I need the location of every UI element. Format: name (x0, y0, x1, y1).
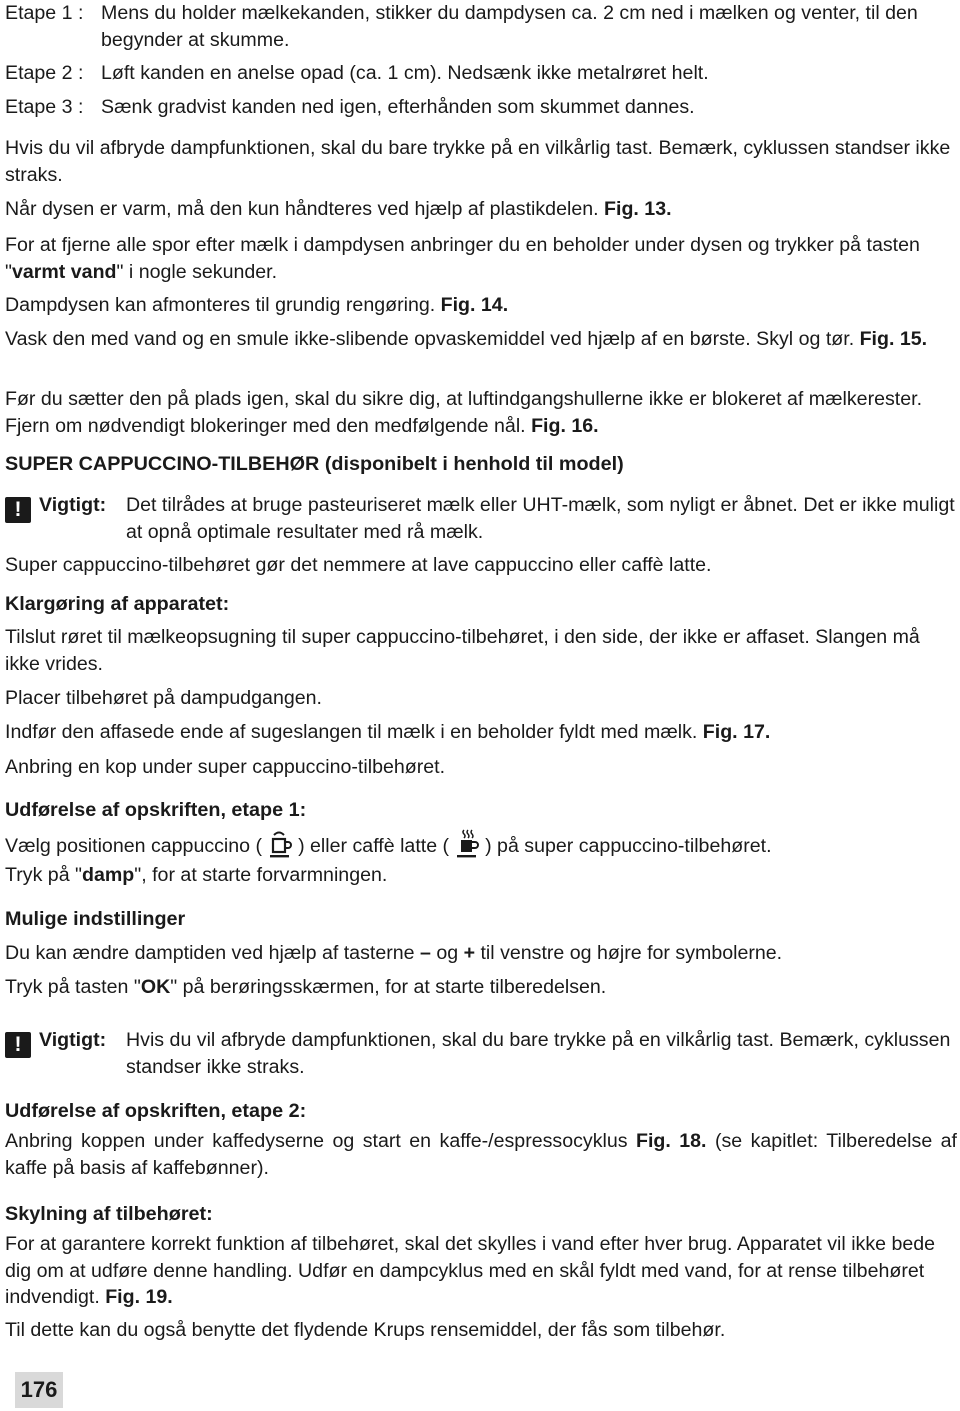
paragraph-text: Når dysen er varm, må den kun håndteres ved hjælp af plastikdelen. (5, 198, 605, 220)
exclamation-icon: ! (5, 1032, 31, 1058)
etape-3 (5, 94, 957, 121)
etape-2 (5, 60, 957, 87)
etape-text: Mens du holder mælkekanden, stikker du dampdysen ca. 2 cm ned i mælken og venter, til den begynder at skumme. (101, 2, 918, 51)
minus-key: – (419, 942, 431, 964)
paragraph-aendre (5, 940, 957, 967)
heading-super-cappuccino: SUPER CAPPUCCINO-TILBEHØR (disponibelt i henhold til model) (5, 453, 624, 475)
paragraph-placer: Placer tilbehøret på dampudgangen. (5, 687, 322, 709)
paragraph-anbring: Anbring en kop under super cappuccino-tilbehøret. (5, 756, 446, 778)
figure-ref: Fig. 16. (531, 414, 599, 437)
heading-skylning: Skylning af tilbehøret: (5, 1203, 213, 1225)
paragraph-text: ) eller caffè latte ( (298, 835, 450, 857)
paragraph-garantere (5, 1231, 957, 1311)
figure-ref: Fig. 18. (636, 1130, 707, 1152)
paragraph-text: Vælg positionen cappuccino ( (5, 835, 263, 857)
paragraph-text: og (430, 942, 464, 964)
paragraph-text: Tryk på " (5, 864, 82, 886)
page-number: 176 (15, 1372, 63, 1408)
paragraph-foer (5, 386, 957, 439)
heading-etape-1: Udførelse af opskriften, etape 1: (5, 799, 307, 821)
warning-text: Det tilrådes at bruge pasteuriseret mælk eller UHT-mælk, som nyligt er åbnet. Det er ikke muligt at opnå optimale resultater med rå mælk. (126, 494, 955, 543)
warning-label: Vigtigt: (39, 494, 107, 516)
key-name: varmt vand (11, 260, 117, 283)
figure-ref: Fig. 17. (702, 721, 771, 743)
paragraph-text: For at garantere korrekt funktion af tilbehøret, skal det skylles i vand efter hver brug. Apparatet vil ikke bede dig om at udføre denne handling. Udfør en dampcyklus med en skål fyldt med vand, for at rense tilbehøret indvendigt. (5, 1233, 936, 1308)
paragraph-ok (5, 974, 957, 1001)
paragraph-afbryde: Hvis du vil afbryde dampfunktionen, skal du bare trykke på en vilkårlig tast. Bemærk, cyklussen standser ikke straks. (5, 137, 951, 186)
cappuccino-cup-icon (264, 828, 296, 860)
paragraph-text: ) på super cappuccino-tilbehøret. (485, 835, 772, 857)
paragraph-text: Du kan ændre damptiden ved hjælp af tasterne (5, 942, 420, 964)
key-name: damp (82, 864, 135, 886)
etape-label: Etape 2 : (5, 62, 84, 84)
heading-klargoering: Klargøring af apparatet: (5, 593, 230, 615)
paragraph-fjerne (5, 232, 957, 285)
heading-mulige: Mulige indstillinger (5, 908, 186, 930)
caffe-latte-cup-icon (451, 828, 483, 860)
paragraph-vask (5, 326, 957, 353)
paragraph-text: " i nogle sekunder. (116, 260, 278, 283)
etape-label: Etape 1 : (5, 2, 84, 24)
paragraph-text: Tryk på tasten " (5, 976, 141, 998)
paragraph-text: Dampdysen kan afmonteres til grundig rengøring. (5, 294, 441, 316)
exclamation-icon: ! (5, 497, 31, 523)
plus-key: + (463, 942, 476, 964)
paragraph-text: Indfør den affasede ende af sugeslangen til mælk i en beholder fyldt med mælk. (5, 721, 703, 743)
etape-text: Løft kanden en anelse opad (ca. 1 cm). Nedsænk ikke metalrøret helt. (101, 62, 709, 84)
paragraph-krups: Til dette kan du også benytte det flydende Krups rensemiddel, der fås som tilbehør. (5, 1319, 726, 1341)
paragraph-indfoer (5, 719, 957, 746)
paragraph-text: til venstre og højre for symbolerne. (475, 942, 783, 964)
paragraph-varm (5, 196, 957, 223)
warning-2 (5, 1027, 957, 1080)
paragraph-text: ", for at starte forvarmningen. (134, 864, 388, 886)
paragraph-afmontering (5, 292, 957, 319)
paragraph-vaelg (5, 828, 957, 860)
paragraph-text: Anbring koppen under kaffedyserne og start en kaffe-/espressocyklus (5, 1130, 636, 1152)
figure-ref: Fig. 19. (105, 1286, 173, 1308)
paragraph-kaffe (5, 1128, 957, 1181)
figure-ref: Fig. 14. (440, 294, 509, 316)
paragraph-tilslut: Tilslut røret til mælkeopsugning til super cappuccino-tilbehøret, i den side, der ikke er affaset. Slangen må ikke vrides. (5, 626, 920, 675)
paragraph-text: For at fjerne alle spor efter mælk i dampdysen anbringer du en beholder under dysen og trykker på tasten " (5, 234, 920, 283)
paragraph-text: Før du sætter den på plads igen, skal du sikre dig, at luftindgangshullerne ikke er blokeret af mælkerester. Fjern om nødvendigt blokeringer med den medfølgende nål. (5, 388, 923, 437)
paragraph-damp (5, 862, 957, 889)
paragraph-text: Vask den med vand og en smule ikke-slibende opvaskemiddel ved hjælp af en børste. Skyl og tør. (5, 328, 860, 350)
etape-label: Etape 3 : (5, 96, 84, 118)
warning-text: Hvis du vil afbryde dampfunktionen, skal du bare trykke på en vilkårlig tast. Bemærk, cyklussen standser ikke straks. (126, 1029, 951, 1078)
paragraph-super: Super cappuccino-tilbehøret gør det nemmere at lave cappuccino eller caffè latte. (5, 554, 712, 576)
etape-text: Sænk gradvist kanden ned igen, efterhånden som skummet dannes. (101, 96, 695, 118)
paragraph-text: " på berøringsskærmen, for at starte tilberedelsen. (170, 976, 607, 998)
warning-1 (5, 492, 957, 545)
figure-ref: Fig. 15. (859, 328, 928, 350)
heading-etape-2: Udførelse af opskriften, etape 2: (5, 1100, 307, 1122)
figure-ref: Fig. 13. (604, 198, 672, 220)
key-name: OK (140, 976, 171, 998)
etape-1 (5, 0, 957, 53)
warning-label: Vigtigt: (39, 1029, 107, 1051)
paragraph-text: (se kapitlet: Tilberedelse af kaffe på basis af kaffebønner). (5, 1130, 958, 1179)
